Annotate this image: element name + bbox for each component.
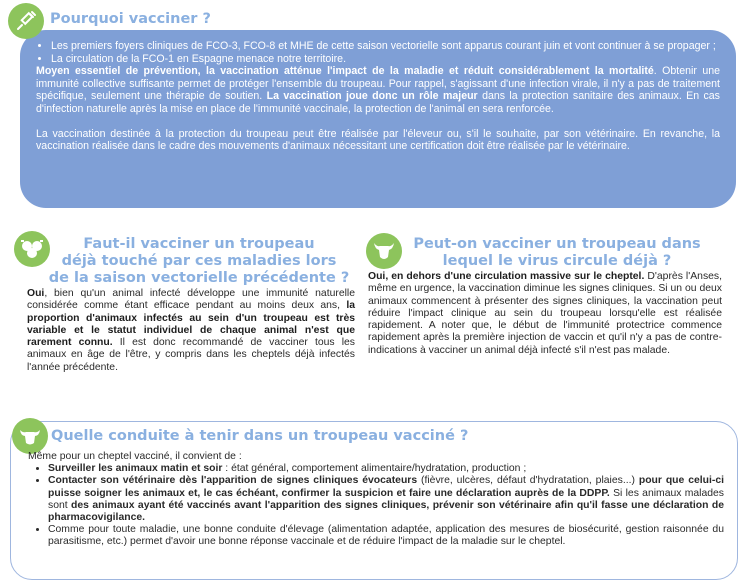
section-title: Quelle conduite à tenir dans un troupeau vacciné ?: [51, 428, 469, 444]
list-item: [48, 463, 724, 475]
vaccination-reasons-panel: [20, 30, 736, 208]
page-title: Pourquoi vacciner ?: [50, 11, 211, 27]
reasons-list: [36, 40, 720, 65]
recommendations-block: [28, 451, 724, 549]
list-item: [48, 475, 724, 524]
body-text: : état général, comportement alimentaire/hydratation, production ;: [222, 463, 527, 475]
body-text: D'après l'Anses, même en urgence, la vaccination diminue les signes cliniques. Si un ou deux animaux commencent à présenter des signes cliniques, la vaccination peut réduire l'impact clinique au sein du troupeau lorsqu'elle est réalisée rapidement. A noter que, le début de l'immunité protectrice commence rapidement après la première injection de vaccin et qu'il n'y a pas de contre-indications à vacciner un animal déjà infecté s'il n'est pas malade.: [368, 271, 722, 356]
emphasis-text: Oui: [27, 288, 45, 299]
body-text: (fièvre, ulcères, défaut d'hydratation, plaies...): [417, 475, 635, 487]
recommendations-list: [28, 463, 724, 548]
emphasis-text: la proportion d'animaux infectés au sein d'un troupeau est très variable et le statut individuel de chaque animal n'est que rarement connu.: [27, 300, 356, 349]
emphasis-text: Oui, en dehors d'une circulation massive sur le cheptel.: [368, 271, 645, 282]
title-line: lequel le virus circule déjà ?: [442, 253, 672, 269]
emphasis-text: pour que celui-ci puisse soigner les animaux et, le cas échéant, confirmer la suspicion et faire une déclaration auprès de la DDPP.: [48, 475, 724, 499]
syringe-icon: [8, 3, 44, 39]
paragraph: [27, 288, 355, 374]
emphasis-text: des animaux ayant été vaccinés avant l'apparition des signes cliniques, prévenir son vétérinaire afin qu'il fasse une déclaration de pharmacovigilance.: [48, 499, 724, 524]
title-line: Faut-il vacciner un troupeau: [83, 236, 315, 252]
body-text: Si les animaux malades sont: [48, 487, 724, 511]
body-text: , bien qu'un animal infecté développe une immunité naturelle considérée comme étant efficace pendant au moins deux ans,: [27, 288, 355, 312]
paragraph: [368, 271, 722, 357]
emphasis-text: Contacter son vétérinaire dès l'apparition de signes cliniques évocateurs: [48, 475, 418, 487]
section-title: [404, 236, 710, 270]
body-text: . Obtenir une immunité collective suffisante permet de protéger l'ensemble du troupeau. Pour rappel, s'agissant d'une infection virale, il n'y a pas de traitement spécifique, seulement une thérapie de soutien.: [36, 65, 720, 103]
emphasis-text: Surveiller les animaux matin et soir: [48, 463, 223, 475]
list-item: • La circulation de la FCO-1 en Espagne menace notre territoire.: [51, 53, 720, 66]
title-line: de la saison vectorielle précédente ?: [48, 270, 350, 286]
list-item: • Les premiers foyers cliniques de FCO-3, FCO-8 et MHE de cette saison vectorielle sont apparus courant juin et vont continuer à se propager ;: [51, 40, 720, 53]
paragraph: [36, 65, 720, 115]
body-text: dans la protection sanitaire des animaux. En cas d'infection naturelle après la mise en place de l'immunité vaccinale, la protection de l'animal en sera renforcée.: [36, 90, 720, 115]
section-title: [40, 236, 358, 287]
paragraph: La vaccination destinée à la protection du troupeau peut être réalisée par l'éleveur ou, s'il le souhaite, par son vétérinaire. En revanche, la vaccination réalisée dans le cadre des mouvements d'animaux nécessitant une certification doit être réalisée par le vétérinaire.: [36, 127, 720, 153]
intro-text: Même pour un cheptel vacciné, il convient de :: [28, 451, 242, 462]
title-line: Peut-on vacciner un troupeau dans: [413, 236, 701, 252]
emphasis-text: Moyen essentiel de prévention, la vaccination atténue l'impact de la maladie et réduit considérablement la mortalité: [36, 65, 654, 78]
cow-head-icon: [366, 233, 402, 269]
list-item: • Comme pour toute maladie, une bonne conduite d'élevage (alimentation adaptée, application des mesures de biosécurité, gestion raisonnée du parasitisme, etc.) permet d'avoir une bonne réponse vaccinale et de réduire l'impact de la maladie sur le cheptel.: [48, 524, 724, 548]
body-text: Il est donc recommandé de vacciner tous les animaux en âge de l'être, y compris dans les cheptels déjà infectés l'année précédente.: [27, 337, 356, 373]
title-line: déjà touché par ces maladies lors: [61, 253, 337, 269]
cow-face-icon: [12, 418, 48, 454]
emphasis-text: La vaccination joue donc un rôle majeur: [266, 90, 478, 103]
